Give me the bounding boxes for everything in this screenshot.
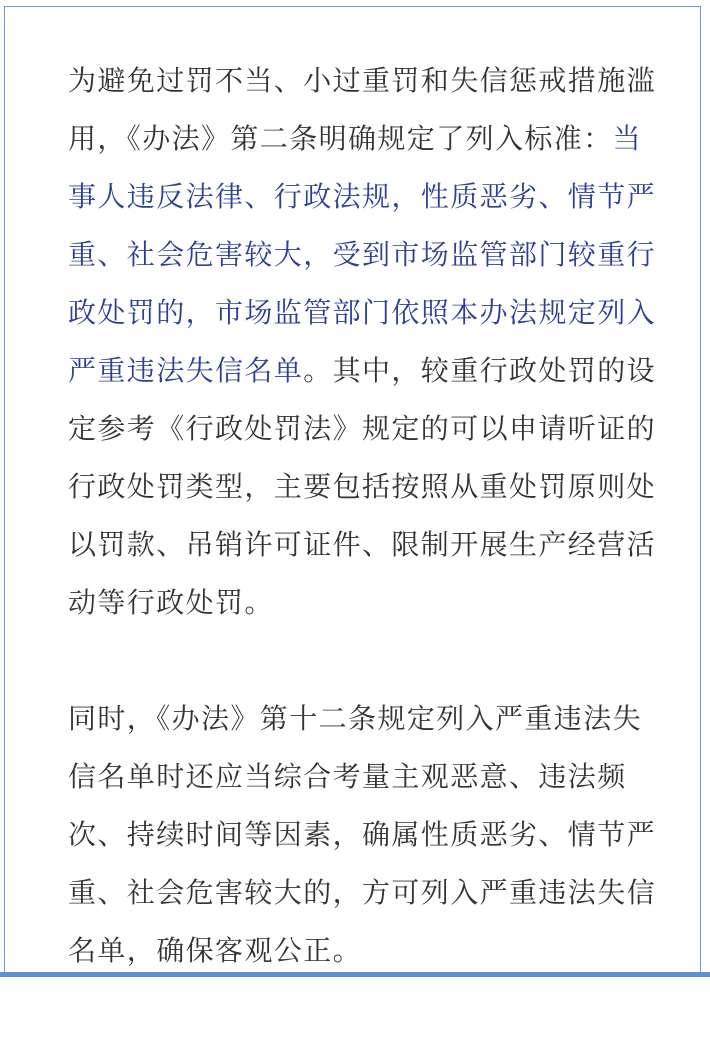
bottom-scroll-bar — [0, 972, 710, 977]
paragraph-intro: 为避免过罚不当、小过重罚和失信惩戒措施滥用，《办法》第二条明确规定了列入标准： — [68, 64, 657, 155]
paragraph-comprehensive-consideration: 同时，《办法》第十二条规定列入严重违法失信名单时还应当综合考量主观恶意、违法频次、持续时间等因素，确属性质恶劣、情节严重、社会危害较大的，方可列入严重违法失信名单，确保客观公正。 — [68, 702, 657, 967]
article-body — [68, 52, 668, 1038]
paragraph-listing-criteria — [68, 52, 668, 632]
highlighted-criteria-text: 当事人违反法律、行政法规，性质恶劣、情节严重、社会危害较大，受到市场监管部门较重行政处罚的，市场监管部门依照本办法规定列入严重违法失信名单 — [68, 122, 657, 387]
paragraph-rest: 。其中，较重行政处罚的设定参考《行政处罚法》规定的可以申请听证的行政处罚类型，主要包括按照从重处罚原则处以罚款、吊销许可证件、限制开展生产经营活动等行政处罚。 — [68, 354, 657, 619]
